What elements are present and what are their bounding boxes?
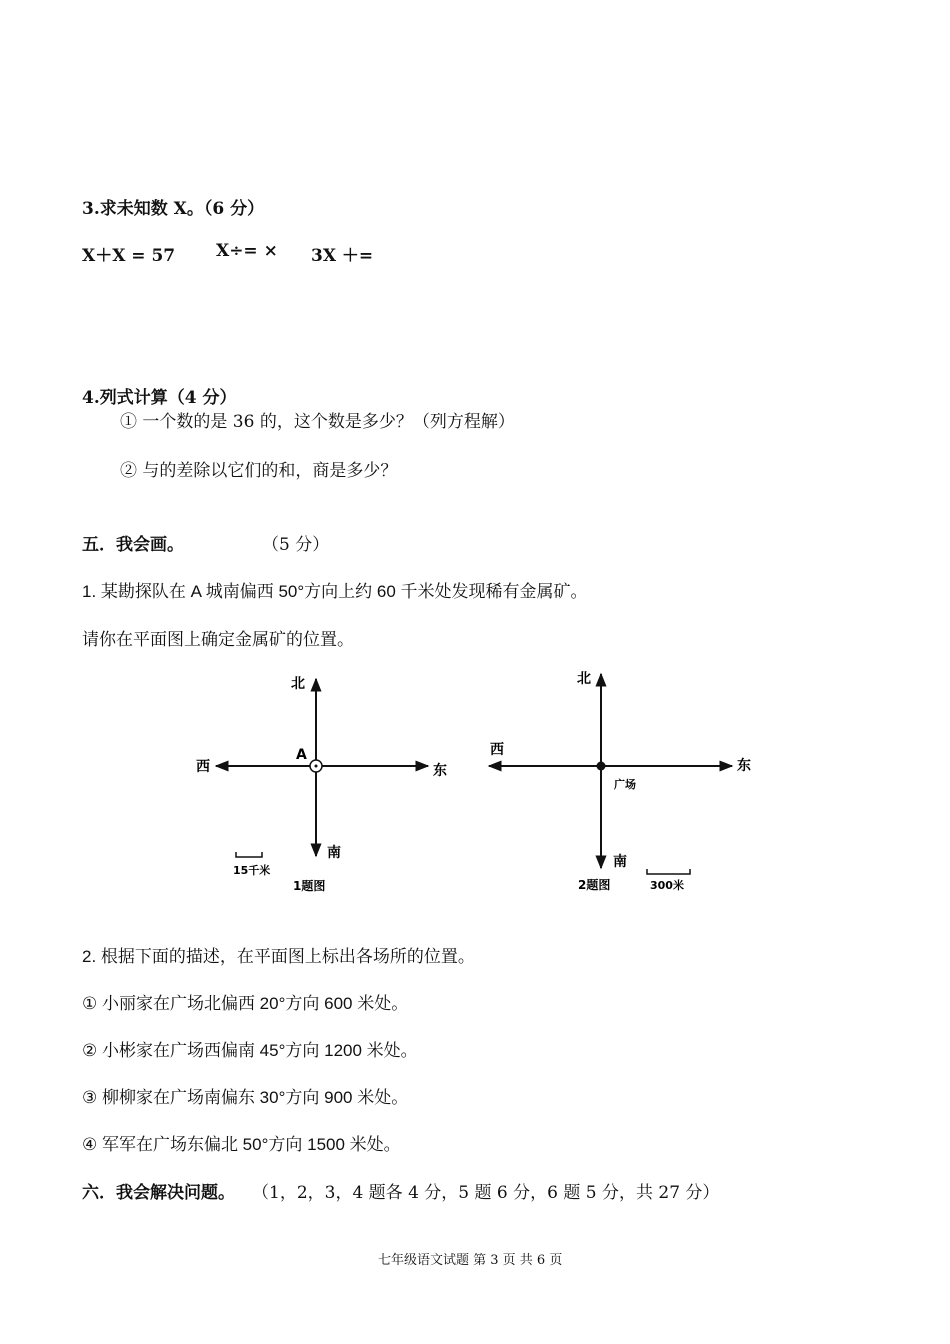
fig2-south-label: 南: [613, 854, 627, 870]
q4-title: 4.列式计算（4 分）: [82, 388, 237, 408]
section-5-problem-1-line-1: 1. 某勘探队在 A 城南偏西 50°方向上约 60 千米处发现稀有金属矿。: [82, 582, 588, 601]
section-6-title: 六．我会解决问题。: [82, 1183, 235, 1203]
q3-title: 3.求未知数 X。（6 分）: [82, 199, 265, 219]
fig2-scale-bar: [647, 869, 690, 874]
fig1-west-label: 西: [196, 759, 210, 775]
section-5-item-1: ① 小丽家在广场北偏西 20°方向 600 米处。: [82, 994, 409, 1013]
fig1-east-label: 东: [433, 763, 447, 779]
section-5-title: 五．我会画。: [82, 535, 184, 555]
fig2-point-label: 广场: [614, 778, 636, 791]
section-5-item-2: ② 小彬家在广场西偏南 45°方向 1200 米处。: [82, 1041, 418, 1060]
q4-item-2: ② 与的差除以它们的和，商是多少？: [120, 461, 398, 481]
fig2-east-label: 东: [737, 758, 751, 774]
fig2-plaza-point: [597, 762, 606, 771]
compass-figures: [0, 660, 950, 910]
section-5-problem-1-line-2: 请你在平面图上确定金属矿的位置。: [82, 630, 354, 649]
section-5-item-3: ③ 柳柳家在广场南偏东 30°方向 900 米处。: [82, 1088, 409, 1107]
section-6-score: （1，2，3，4 题各 4 分，5 题 6 分，6 题 5 分，共 27 分）: [252, 1183, 720, 1203]
figure-1: [196, 676, 447, 893]
fig2-west-label: 西: [490, 742, 504, 758]
fig1-scale-label: 15千米: [233, 864, 271, 877]
q3-equation-1: X＋X = 57: [82, 246, 176, 266]
fig2-north-label: 北: [577, 671, 591, 687]
page-footer: 七年级语文试题 第 3 页 共 6 页: [378, 1253, 563, 1268]
fig2-scale-label: 300米: [650, 879, 684, 892]
fig1-caption: 1题图: [293, 879, 326, 893]
section-5-problem-2-title: 2. 根据下面的描述，在平面图上标出各场所的位置。: [82, 947, 475, 966]
section-5-item-4: ④ 军军在广场东偏北 50°方向 1500 米处。: [82, 1135, 401, 1154]
fig1-scale-bar: [236, 852, 262, 857]
q3-equation-2: X÷= ×: [216, 241, 278, 261]
fig1-south-label: 南: [327, 845, 341, 861]
figure-2: [489, 671, 751, 892]
fig1-north-label: 北: [291, 676, 305, 692]
section-5-score: （5 分）: [262, 535, 330, 555]
q4-item-1: ① 一个数的是 36 的，这个数是多少？（列方程解）: [120, 412, 515, 432]
fig2-caption: 2题图: [578, 878, 611, 892]
q3-equation-3: 3X ＋=: [311, 246, 374, 266]
fig1-point-label: A: [296, 747, 307, 763]
